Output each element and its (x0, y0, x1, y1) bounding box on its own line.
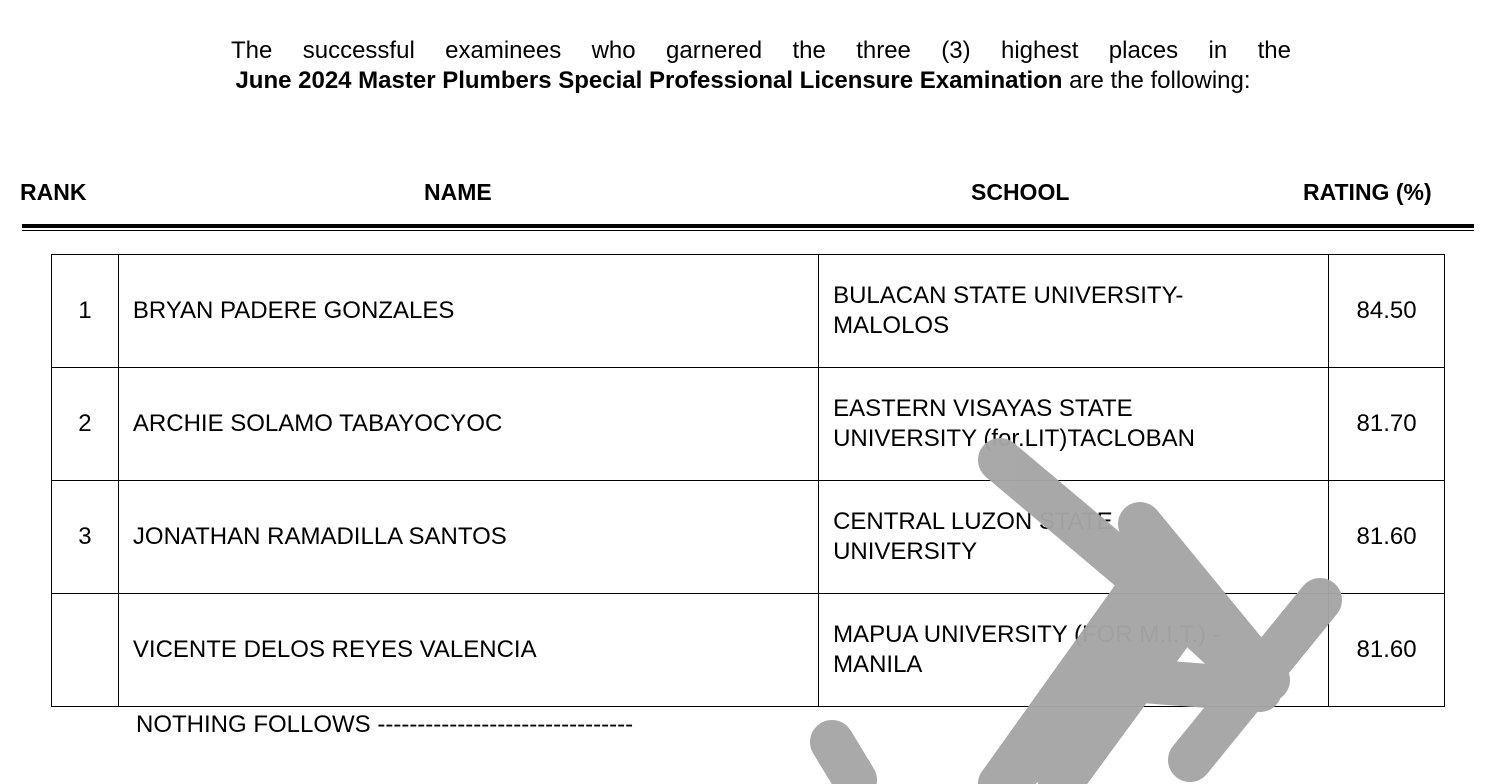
intro-word: garnered (666, 37, 763, 64)
cell-rank: 2 (52, 368, 119, 481)
cell-school (819, 255, 1329, 368)
intro-word: who (591, 37, 636, 64)
school-line-1: EASTERN VISAYAS STATE (833, 395, 1133, 422)
cell-name: ARCHIE SOLAMO TABAYOCYOC (118, 368, 818, 481)
intro-word: (3) (941, 37, 971, 64)
cell-school (819, 594, 1329, 707)
intro-word: the (792, 37, 826, 64)
cell-name: JONATHAN RAMADILLA SANTOS (118, 481, 818, 594)
cell-rating: 84.50 (1329, 255, 1445, 368)
intro-word: the (1257, 37, 1291, 64)
cell-rating: 81.70 (1329, 368, 1445, 481)
exam-name: June 2024 Master Plumbers Special Professional Licensure Examination (235, 67, 1063, 94)
cell-rating: 81.60 (1329, 594, 1445, 707)
intro-word: examinees (445, 37, 562, 64)
intro-word: successful (302, 37, 415, 64)
intro-word: three (856, 37, 911, 64)
intro-line-1 (231, 36, 1291, 66)
cell-school (819, 368, 1329, 481)
intro-word: in (1208, 37, 1228, 64)
school-line-1: BULACAN STATE UNIVERSITY- (833, 282, 1184, 309)
cell-rank: 1 (52, 255, 119, 368)
cell-rank: 3 (52, 481, 119, 594)
cell-rank (52, 594, 119, 707)
intro-word: The (231, 37, 273, 64)
nothing-follows-note: NOTHING FOLLOWS -------------------------------- (136, 711, 634, 738)
cell-name: BRYAN PADERE GONZALES (118, 255, 818, 368)
header-divider-thin (22, 230, 1474, 231)
table-row (52, 368, 1445, 481)
school-line-2: UNIVERSITY (for.LIT)TACLOBAN (833, 425, 1195, 452)
cell-rating: 81.60 (1329, 481, 1445, 594)
header-school: SCHOOL (971, 179, 1070, 205)
intro-line-2 (0, 66, 1486, 96)
cell-school (819, 481, 1329, 594)
table-row (52, 255, 1445, 368)
intro-suffix: are the following: (1062, 67, 1251, 94)
table-row (52, 481, 1445, 594)
header-rank: RANK (20, 179, 87, 205)
header-name: NAME (424, 179, 492, 205)
intro-word: places (1108, 37, 1179, 64)
cell-name: VICENTE DELOS REYES VALENCIA (118, 594, 818, 707)
header-divider-thick (22, 224, 1474, 228)
school-line-1: MAPUA UNIVERSITY (FOR M.I.T.) - (833, 621, 1221, 648)
school-line-2: MALOLOS (833, 312, 950, 339)
school-line-2: MANILA (833, 651, 923, 678)
watermark-stroke-letter-l (832, 742, 855, 780)
intro-word: highest (1001, 37, 1079, 64)
table-row (52, 594, 1445, 707)
school-line-2: UNIVERSITY (833, 538, 978, 565)
results-table (51, 254, 1445, 707)
school-line-1: CENTRAL LUZON STATE (833, 508, 1113, 535)
header-rating: RATING (%) (1303, 179, 1432, 205)
